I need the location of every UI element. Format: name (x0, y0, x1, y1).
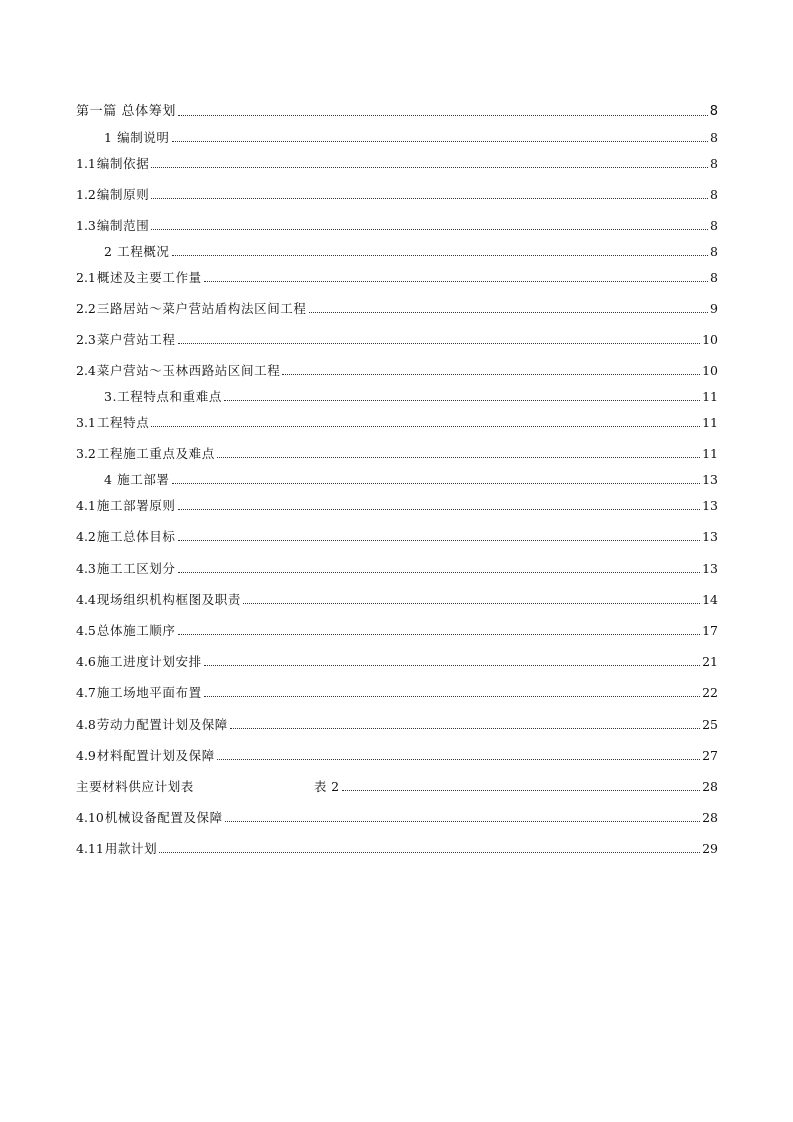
toc-entry-title: 概述及主要工作量 (96, 270, 202, 285)
toc-entry-4-1[interactable] (76, 494, 718, 514)
toc-page-number: 13 (702, 498, 718, 513)
toc-entry-label (76, 415, 149, 431)
toc-entry-1-3[interactable] (76, 214, 718, 234)
toc-page-number: 28 (702, 810, 718, 825)
toc-entry-title: 菜户营站工程 (96, 332, 176, 347)
toc-page-number: 8 (710, 270, 718, 285)
toc-entry-number: 1.2 (76, 187, 96, 202)
toc-entry-title: 材料配置计划及保障 (96, 748, 215, 763)
toc-page-number: 22 (702, 685, 718, 700)
toc-entry-label (76, 841, 157, 857)
toc-leader-dots (230, 728, 700, 729)
toc-entry-number: 4.4 (76, 592, 96, 607)
toc-entry-title: 总体施工顺序 (96, 623, 176, 638)
toc-entry-number: 4.10 (76, 810, 104, 825)
toc-leader-dots (282, 374, 700, 375)
toc-entry-2-4[interactable] (76, 359, 718, 379)
toc-entry-number: 4.8 (76, 717, 96, 732)
toc-entry-label (76, 654, 202, 670)
toc-entry-4-7[interactable] (76, 681, 718, 701)
toc-leader-dots (178, 572, 701, 573)
toc-entry-title: 施工工区划分 (96, 561, 176, 576)
toc-entry-title: 现场组织机构框图及职责 (96, 592, 241, 607)
toc-entry-number: 4.2 (76, 529, 96, 544)
toc-leader-dots (151, 198, 708, 199)
toc-entry-4-5[interactable] (76, 619, 718, 639)
toc-leader-dots (159, 852, 700, 853)
toc-entry-section-4[interactable] (76, 468, 718, 488)
toc-entry-title: 编制依据 (96, 156, 150, 171)
toc-entry-label (76, 529, 176, 545)
toc-leader-dots (151, 167, 708, 168)
toc-leader-dots (342, 790, 701, 791)
toc-entry-label: 4 施工部署 (104, 472, 170, 487)
toc-entry-title: 工程施工重点及难点 (96, 446, 215, 461)
toc-page-number: 11 (702, 389, 718, 404)
toc-entry-label (76, 332, 176, 348)
toc-leader-dots (178, 343, 701, 344)
toc-leader-dots (204, 281, 708, 282)
toc-entry-section-1[interactable] (76, 126, 718, 146)
toc-entry-number: 3.1 (76, 415, 96, 430)
toc-entry-number: 4.11 (76, 841, 104, 856)
toc-page-number: 8 (710, 244, 718, 259)
toc-leader-dots (151, 229, 708, 230)
toc-entry-number: 1.1 (76, 156, 96, 171)
toc-entry-number: 4.1 (76, 498, 96, 513)
toc-entry-label (76, 810, 223, 826)
toc-entry-4-9[interactable] (76, 744, 718, 764)
toc-entry-label (76, 187, 149, 203)
toc-entry-label (76, 156, 149, 172)
toc-entry-title: 工程特点 (96, 415, 150, 430)
toc-leader-dots (243, 603, 700, 604)
toc-entry-title: 三路居站～菜户营站盾构法区间工程 (96, 301, 307, 316)
toc-page-number: 8 (709, 104, 718, 119)
toc-entry-table-ref: 表 2 (313, 779, 340, 794)
toc-entry-title: 施工进度计划安排 (96, 654, 202, 669)
toc-entry-number: 4.9 (76, 748, 96, 763)
toc-page-number: 9 (710, 301, 718, 316)
toc-page-number: 11 (702, 415, 718, 430)
toc-page-number: 8 (710, 130, 718, 145)
toc-leader-dots (178, 634, 701, 635)
toc-entry-label (76, 623, 176, 639)
toc-page-number: 11 (702, 446, 718, 461)
toc-entry-4-11[interactable] (76, 837, 718, 857)
toc-entry-number: 3.2 (76, 446, 96, 461)
toc-entry-title: 用款计划 (104, 841, 158, 856)
toc-leader-dots (178, 509, 701, 510)
toc-page-number: 8 (710, 156, 718, 171)
toc-entry-1-2[interactable] (76, 183, 718, 203)
toc-leader-dots (178, 540, 701, 541)
toc-entry-label (76, 498, 176, 514)
toc-page-number: 13 (702, 561, 718, 576)
toc-entry-label (76, 446, 215, 462)
toc-entry-label (76, 561, 176, 577)
toc-entry-number: 2.2 (76, 301, 96, 316)
toc-leader-dots (178, 115, 708, 116)
toc-entry-label: 2 工程概况 (104, 244, 170, 259)
toc-entry-title: 劳动力配置计划及保障 (96, 717, 228, 732)
toc-leader-dots (172, 483, 701, 484)
toc-leader-dots (224, 400, 700, 401)
toc-entry-label: 3.工程特点和重难点 (104, 389, 222, 404)
toc-entry-number: 4.5 (76, 623, 96, 638)
toc-entry-section-2[interactable] (76, 240, 718, 260)
toc-entry-material-supply-table[interactable] (76, 775, 718, 795)
toc-entry-label (76, 685, 202, 701)
toc-leader-dots (204, 665, 700, 666)
toc-entry-title: 机械设备配置及保障 (104, 810, 223, 825)
toc-entry-label: 第一篇 总体筹划 (76, 104, 176, 119)
toc-page-number: 13 (702, 472, 718, 487)
toc-leader-dots (225, 821, 700, 822)
toc-entry-title: 施工部署原则 (96, 498, 176, 513)
toc-entry-title: 施工场地平面布置 (96, 685, 202, 700)
toc-page-number: 28 (702, 779, 718, 794)
toc-entry-3-1[interactable] (76, 411, 718, 431)
toc-entry-number: 4.6 (76, 654, 96, 669)
toc-entry-4-3[interactable] (76, 557, 718, 577)
toc-leader-dots (151, 426, 700, 427)
toc-page-number: 8 (710, 218, 718, 233)
toc-entry-label (76, 218, 149, 234)
toc-leader-dots (217, 759, 700, 760)
toc-entry-4-2[interactable] (76, 525, 718, 545)
toc-entry-number: 2.1 (76, 270, 96, 285)
toc-leader-dots (309, 312, 709, 313)
toc-entry-label (76, 717, 228, 733)
toc-entry-4-10[interactable] (76, 806, 718, 826)
toc-entry-number: 1.3 (76, 218, 96, 233)
toc-entry-1-1[interactable] (76, 152, 718, 172)
toc-entry-2-3[interactable] (76, 328, 718, 348)
toc-page-number: 29 (702, 841, 718, 856)
toc-entry-label: 主要材料供应计划表 (76, 779, 194, 794)
toc-entry-label (76, 363, 280, 379)
toc-entry-title: 施工总体目标 (96, 529, 176, 544)
toc-page-number: 10 (702, 332, 718, 347)
toc-entry-number: 4.7 (76, 685, 96, 700)
toc-entry-4-8[interactable] (76, 713, 718, 733)
toc-entry-number: 2.3 (76, 332, 96, 347)
toc-page-number: 10 (702, 363, 718, 378)
toc-entry-label (76, 748, 215, 764)
toc-entry-label (76, 592, 241, 608)
toc-leader-dots (172, 255, 709, 256)
toc-entry-2-2[interactable] (76, 297, 718, 317)
toc-page-number: 25 (702, 717, 718, 732)
toc-leader-dots (204, 696, 700, 697)
toc-entry-title: 菜户营站～玉林西路站区间工程 (96, 363, 281, 378)
toc-entry-part-1[interactable] (76, 100, 718, 120)
toc-page-number: 27 (702, 748, 718, 763)
toc-entry-title: 编制范围 (96, 218, 150, 233)
toc-entry-label: 1 编制说明 (104, 130, 170, 145)
toc-entry-number: 2.4 (76, 363, 96, 378)
toc-entry-number: 4.3 (76, 561, 96, 576)
toc-entry-3-2[interactable] (76, 442, 718, 462)
toc-entry-2-1[interactable] (76, 266, 718, 286)
toc-page-number: 21 (702, 654, 718, 669)
toc-page-number: 13 (702, 529, 718, 544)
toc-entry-title: 编制原则 (96, 187, 150, 202)
toc-entry-label (76, 270, 202, 286)
toc-leader-dots (217, 457, 700, 458)
toc-page-number: 8 (710, 187, 718, 202)
toc-entry-section-3[interactable] (76, 385, 718, 405)
toc-entry-4-6[interactable] (76, 650, 718, 670)
toc-page-number: 17 (702, 623, 718, 638)
toc-entry-label (76, 301, 307, 317)
toc-page-number: 14 (702, 592, 718, 607)
toc-leader-dots (172, 141, 709, 142)
toc-entry-4-4[interactable] (76, 588, 718, 608)
